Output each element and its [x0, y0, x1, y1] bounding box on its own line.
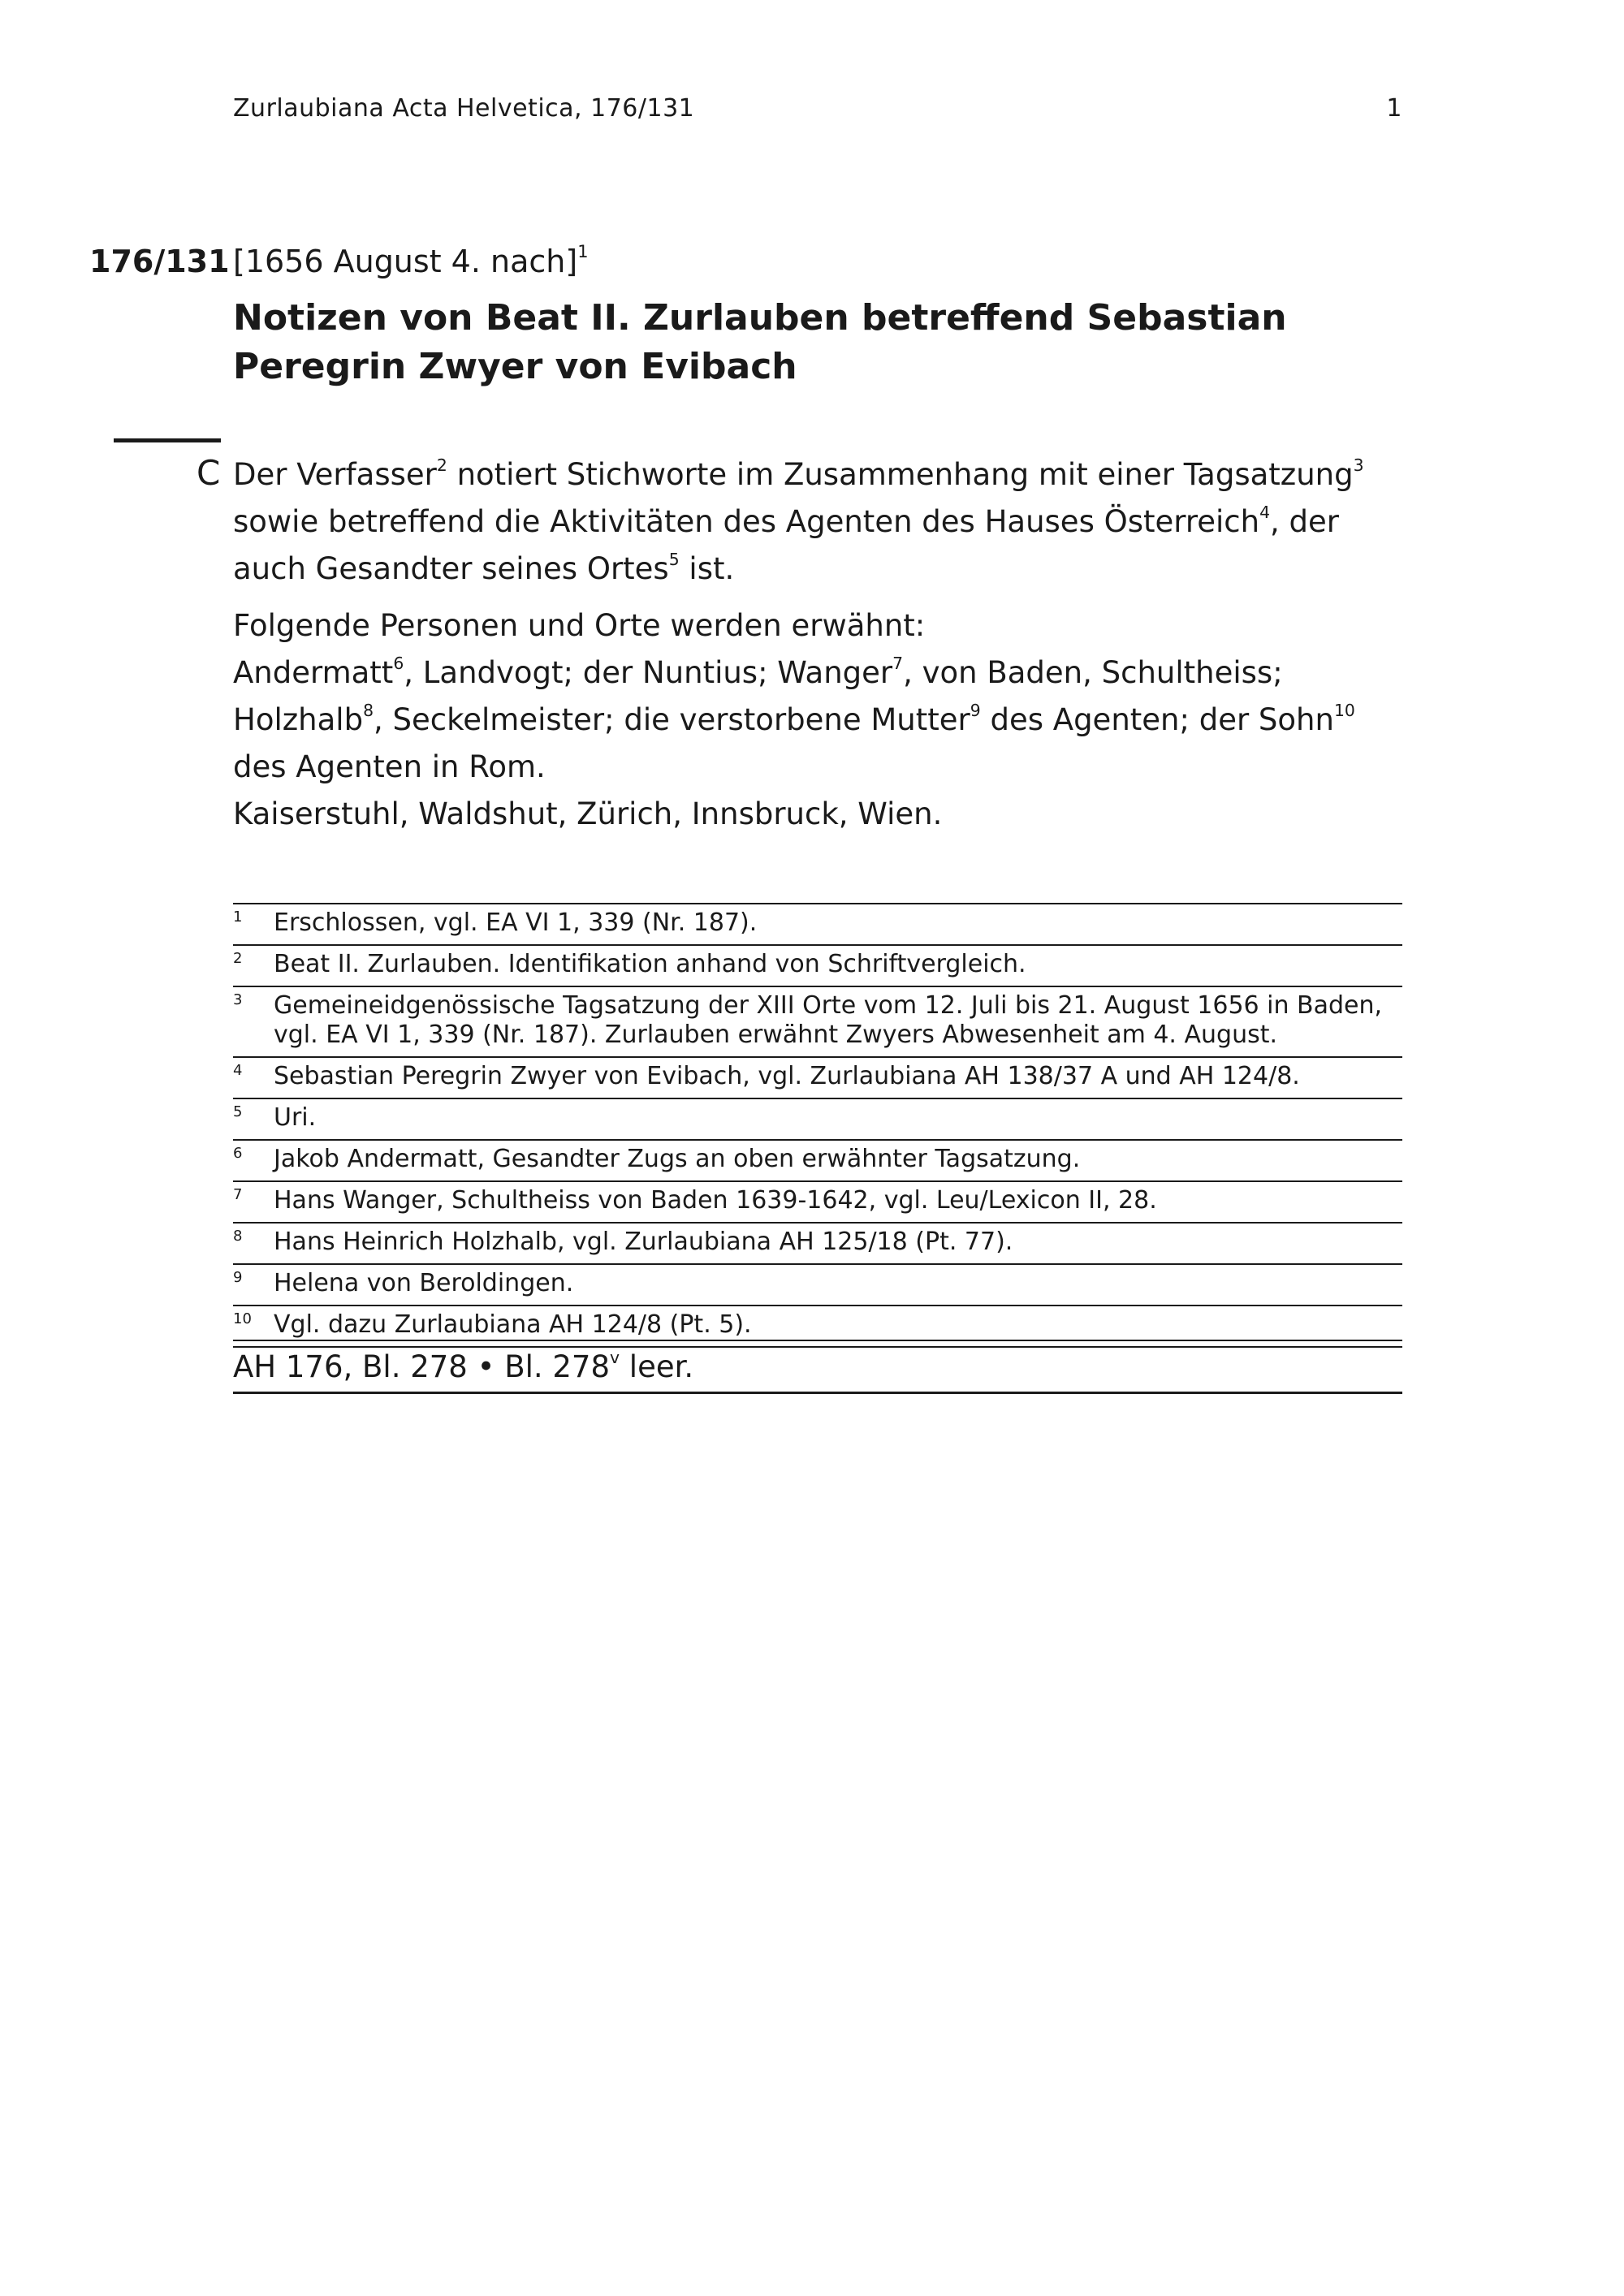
body-text: , von Baden, Schultheiss; Holzhalb [233, 655, 1283, 737]
places-list: Kaiserstuhl, Waldshut, Zürich, Innsbruck, Wien. [233, 796, 943, 831]
footnote [233, 1141, 1402, 1182]
footnote-number: 7 [233, 1186, 243, 1203]
footnote-number: 2 [233, 950, 243, 967]
body-text: , Landvogt; der Nuntius; Wanger [404, 655, 893, 690]
footnote [233, 1265, 1402, 1306]
footnote-text: Helena von Beroldingen. [274, 1269, 574, 1297]
footnote-ref-7: 7 [892, 653, 904, 673]
regest-body [233, 451, 1402, 838]
verso-mark: v [610, 1347, 620, 1367]
body-text: Folgende Personen und Orte werden erwähnt: [233, 608, 926, 643]
regest-paragraph-2 [233, 602, 1402, 838]
source-text: leer. [620, 1349, 694, 1384]
document-title: Notizen von Beat II. Zurlauben betreffend Sebastian Peregrin Zwyer von Evibach [233, 297, 1287, 387]
body-text: , Seckelmeister; die verstorbene Mutter [374, 702, 970, 737]
footnote-number: 10 [233, 1310, 252, 1327]
footnote-number: 6 [233, 1145, 243, 1162]
footnote-number: 4 [233, 1062, 243, 1079]
body-text: Der Verfasser [233, 457, 437, 492]
footnote-ref-2: 2 [436, 455, 447, 475]
body-text: , der auch Gesandter seines Ortes [233, 504, 1340, 586]
page-number: 1 [1386, 94, 1402, 123]
footnote [233, 1099, 1402, 1141]
footnote [233, 904, 1402, 946]
footnote-text: Hans Heinrich Holzhalb, vgl. Zurlaubiana AH 125/18 (Pt. 77). [274, 1228, 1013, 1256]
body-text: des Agenten; der Sohn [980, 702, 1334, 737]
footnote [233, 1224, 1402, 1265]
footnote-ref-4: 4 [1259, 502, 1271, 522]
footnote-text: Hans Wanger, Schultheiss von Baden 1639-1642, vgl. Leu/Lexicon II, 28. [274, 1186, 1157, 1215]
footnote-text: Erschlossen, vgl. EA VI 1, 339 (Nr. 187). [274, 908, 758, 937]
document-date [233, 244, 588, 279]
document-date-text: [1656 August 4. nach] [233, 244, 578, 279]
running-title: Zurlaubiana Acta Helvetica, 176/131 [233, 94, 695, 123]
body-text: Andermatt [233, 655, 394, 690]
footnote-ref-1: 1 [577, 242, 589, 262]
footnote-ref-10: 10 [1333, 700, 1355, 720]
margin-rule [114, 438, 221, 442]
footnote-ref-8: 8 [363, 700, 374, 720]
footnote-text: Uri. [274, 1103, 317, 1132]
footnote [233, 1058, 1402, 1099]
body-text: sowie betreffend die Aktivitäten des Agenten des Hauses Österreich [233, 504, 1260, 539]
document-number: 176/131 [89, 244, 230, 279]
footnote-text: Gemeineidgenössische Tagsatzung der XIII Orte vom 12. Juli bis 21. August 1656 in Baden, vgl. EA VI 1, 339 (Nr. 187). Zurlauben erwähnt Zwyers Abwesenheit am 4. August. [274, 991, 1383, 1049]
running-header [233, 94, 1402, 123]
regest-paragraph-1 [233, 451, 1402, 593]
footnotes [233, 903, 1402, 1348]
footnote-text: Vgl. dazu Zurlaubiana AH 124/8 (Pt. 5). [274, 1310, 752, 1339]
footnote-ref-9: 9 [970, 700, 981, 720]
footnote-number: 1 [233, 908, 243, 926]
footnote-text: Sebastian Peregrin Zwyer von Evibach, vgl. Zurlaubiana AH 138/37 A und AH 124/8. [274, 1062, 1300, 1090]
body-text: des Agenten in Rom. [233, 749, 546, 784]
footnote [233, 946, 1402, 987]
body-text: notiert Stichworte im Zusammenhang mit einer Tagsatzung [447, 457, 1354, 492]
footnote-number: 8 [233, 1228, 243, 1245]
footnote [233, 987, 1402, 1058]
classification-mark: C [197, 453, 221, 493]
footnote-number: 9 [233, 1269, 243, 1286]
footnote-ref-5: 5 [668, 549, 680, 569]
footnote-text: Jakob Andermatt, Gesandter Zugs an oben erwähnter Tagsatzung. [274, 1145, 1081, 1173]
footnote-ref-3: 3 [1353, 455, 1364, 475]
footnote-number: 3 [233, 991, 243, 1008]
footnote-number: 5 [233, 1103, 243, 1120]
footnote [233, 1182, 1402, 1224]
source-reference [233, 1340, 1402, 1394]
body-text: ist. [679, 551, 735, 586]
footnote-text: Beat II. Zurlauben. Identifikation anhand von Schriftvergleich. [274, 950, 1026, 978]
footnote-ref-6: 6 [393, 653, 404, 673]
source-text: AH 176, Bl. 278 • Bl. 278 [233, 1349, 610, 1384]
